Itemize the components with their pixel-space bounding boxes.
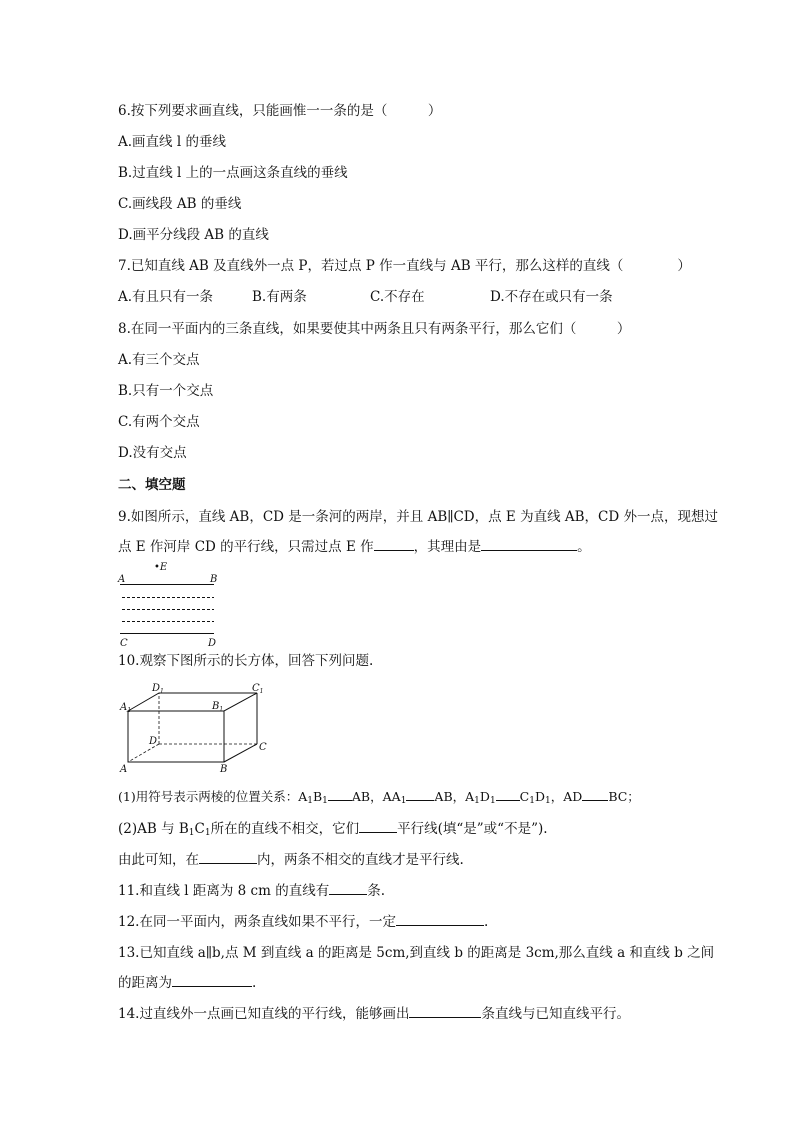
- q8-option-d: D.没有交点: [118, 445, 187, 461]
- q9-river-figure: [116, 560, 226, 650]
- q10-label-b: B: [220, 764, 228, 775]
- q8-option-a: A.有三个交点: [118, 352, 200, 368]
- q11-suffix: 条.: [367, 883, 385, 899]
- q14-prefix: 14.过直线外一点画已知直线的平行线，能够画出: [118, 1006, 410, 1022]
- q9-label-d: D: [208, 638, 217, 649]
- q10-p1-ab-a: AB，A: [434, 789, 475, 804]
- q14: [118, 1005, 630, 1023]
- q10-blank-6[interactable]: [199, 851, 257, 864]
- q10-part2: (2)AB 与 $B_1C_1$所在的直线不相交，它们 平行线(填“是”或“不是”).: [118, 821, 548, 838]
- q10-p1-bc: BC；: [608, 789, 640, 804]
- q10-p2-middle: 所在的直线不相交，它们: [210, 821, 360, 837]
- q10-cuboid-figure: [112, 682, 272, 778]
- q6-option-a: A.画直线 l 的垂线: [118, 134, 226, 150]
- q7-stem: 7.已知直线 AB 及直线外一点 P，若过点 P 作一直线与 AB 平行，那么这样的直线（ ）: [118, 258, 691, 274]
- q8-stem: 8.在同一平面内的三条直线，如果要使其中两条且只有两条平行，那么它们（ ）: [118, 321, 631, 337]
- q10-p1-ab-aa: AB，AA: [351, 789, 401, 804]
- q10-stem: 10.观察下图所示的长方体，回答下列问题.: [118, 653, 374, 669]
- q9-blank-1[interactable]: [374, 538, 414, 551]
- q10-blank-2[interactable]: [406, 788, 434, 801]
- q10-label-a: A: [120, 764, 128, 775]
- q10-p1-a1b1: $A_1B_1$: [298, 789, 328, 806]
- q14-blank[interactable]: [409, 1005, 481, 1018]
- q10-part1: (1)用符号表示两棱的位置关系：$A_1B_1$ AB，$AA_1$ AB，$A_1D_1$ $C_1D_1$，AD BC；: [118, 789, 640, 806]
- q9-blank-2[interactable]: [481, 538, 577, 551]
- q10-label-a1: $A_1$: [120, 702, 132, 714]
- q10-label-d1: $D_1$: [152, 683, 164, 695]
- q7-options: [118, 288, 718, 306]
- q9-label-a: A: [118, 574, 126, 585]
- q10-edge-bc: [224, 744, 257, 762]
- q12-prefix: 12.在同一平面内，两条直线如果不平行，一定: [118, 914, 396, 930]
- q12-blank[interactable]: [396, 913, 484, 926]
- q6-option-d: D.画平分线段 AB 的直线: [118, 227, 269, 243]
- q10-label-b1: $B_1$: [212, 701, 224, 713]
- q9-text-b: ，其理由是: [413, 539, 482, 555]
- q10-blank-5[interactable]: [359, 820, 397, 833]
- q7-option-d: D.不存在或只有一条: [490, 289, 613, 305]
- q13-blank[interactable]: [172, 974, 252, 987]
- q9-line2: [118, 538, 591, 556]
- q10-p1-prefix: (1)用符号表示两棱的位置关系：: [118, 789, 299, 804]
- q10-p1-c: C: [519, 789, 530, 804]
- q11-blank[interactable]: [329, 882, 367, 895]
- q6-option-c: C.画线段 AB 的垂线: [118, 196, 242, 212]
- q10-blank-1[interactable]: [328, 788, 352, 801]
- q7-option-c: C.不存在: [370, 289, 425, 305]
- q10-front-face: [128, 711, 224, 762]
- q10-label-d: D: [149, 736, 158, 747]
- q9-label-b: B: [210, 574, 218, 585]
- q7-option-b: B.有两条: [252, 289, 307, 305]
- q10-p3-suffix: 内，两条不相交的直线才是平行线.: [257, 852, 464, 868]
- q10-label-c1: $C_1$: [252, 683, 264, 695]
- q10-p1-ad: ，AD: [550, 789, 583, 804]
- q9-text-a: 点 E 作河岸 CD 的平行线，只需过点 E 作: [118, 539, 374, 555]
- q10-top-face: [128, 693, 257, 711]
- q10-p2-suffix: 平行线(填“是”或“不是”).: [397, 821, 548, 837]
- section-heading-fill-blank: 二、填空题: [118, 477, 186, 493]
- q9-text-c: 。: [577, 539, 591, 555]
- q13-suffix: .: [252, 975, 257, 991]
- q12: [118, 913, 488, 931]
- q11: [118, 882, 385, 900]
- q10-blank-4[interactable]: [582, 788, 608, 801]
- q13-prefix: 的距离为: [118, 975, 172, 991]
- q9-label-c: C: [120, 638, 128, 649]
- q8-option-b: B.只有一个交点: [118, 383, 214, 399]
- q6-option-b: B.过直线 l 上的一点画这条直线的垂线: [118, 165, 348, 181]
- q10-p2-prefix: (2)AB 与 B: [118, 821, 189, 837]
- q14-suffix: 条直线与已知直线平行。: [481, 1006, 630, 1022]
- q6-stem: 6.按下列要求画直线，只能画惟一一条的是（ ）: [118, 103, 442, 119]
- q10-label-c: C: [259, 742, 267, 753]
- q8-option-c: C.有两个交点: [118, 414, 200, 430]
- q12-suffix: .: [483, 914, 489, 930]
- q13-line2: [118, 974, 256, 992]
- q10-part3: [118, 851, 464, 869]
- q11-prefix: 11.和直线 l 距离为 8 cm 的直线有: [118, 883, 330, 899]
- q13-line1: 13.已知直线 a∥b,点 M 到直线 a 的距离是 5cm,到直线 b 的距离是 3cm,那么直线 a 和直线 b 之间: [118, 945, 715, 961]
- q10-blank-3[interactable]: [496, 788, 520, 801]
- q7-option-a: A.有且只有一条: [118, 289, 214, 305]
- q9-line1: 9.如图所示，直线 AB，CD 是一条河的两岸，并且 AB∥CD，点 E 为直线 AB，CD 外一点，现想过: [118, 509, 718, 525]
- q9-label-e: •E: [154, 562, 168, 573]
- q10-p3-prefix: 由此可知，在: [118, 852, 199, 868]
